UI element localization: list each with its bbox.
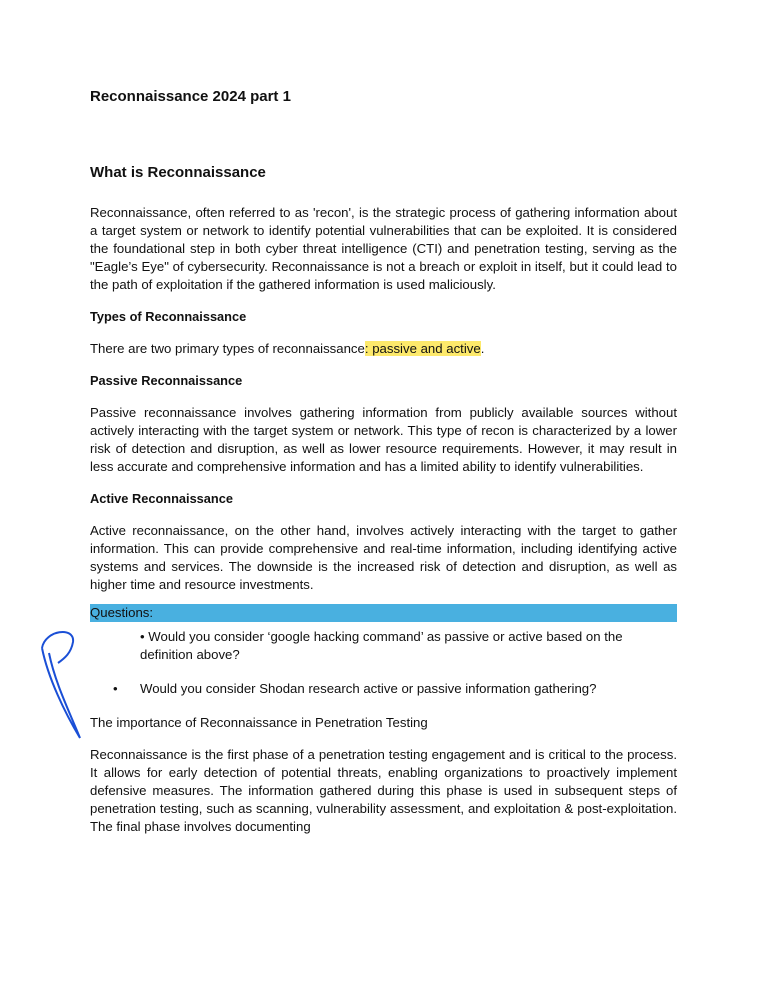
types-paragraph xyxy=(90,340,677,358)
section-heading: What is Reconnaissance xyxy=(90,164,266,181)
document-body xyxy=(90,0,677,836)
question-item: • Would you consider ‘google hacking command’ as passive or active based on the definition above? xyxy=(140,629,623,662)
types-period: . xyxy=(480,341,485,356)
question-row xyxy=(90,680,677,698)
passive-heading: Passive Reconnaissance xyxy=(90,373,243,388)
question-row xyxy=(90,628,677,664)
handwritten-ink-stroke-icon xyxy=(40,628,100,743)
document-title: Reconnaissance 2024 part 1 xyxy=(90,88,291,105)
highlighted-text: : passive and active xyxy=(364,341,481,356)
types-text: There are two primary types of reconnaissance xyxy=(90,341,365,356)
importance-paragraph: Reconnaissance is the first phase of a penetration testing engagement and is critical to the process. It allows for early detection of potential threats, enabling organizations to proactively implement defensive measures. The information gathered during this phase is used in subsequent steps of penetration testing, such as scanning, vulnerability assessment, and exploitation & post-exploitation. The final phase involves documenting xyxy=(90,747,677,834)
bullet-icon: • xyxy=(113,681,118,696)
importance-heading: The importance of Reconnaissance in Penetration Testing xyxy=(90,715,428,730)
intro-paragraph: Reconnaissance, often referred to as 'recon', is the strategic process of gathering information about a target system or network to identify potential vulnerabilities that can be exploited. It is considered the foundational step in both cyber threat intelligence (CTI) and penetration testing, serving as the "Eagle’s Eye" of cybersecurity. Reconnaissance is not a breach or exploit in itself, but it could lead to the path of exploitation if the gathered information is used maliciously. xyxy=(90,205,677,292)
active-paragraph: Active reconnaissance, on the other hand, involves actively interacting with the target to gather information. This can provide comprehensive and real-time information, including identifying active systems and services. The downside is the increased risk of detection and disruption, as well as higher time and resource investments. xyxy=(90,523,677,592)
active-heading: Active Reconnaissance xyxy=(90,491,233,506)
passive-paragraph: Passive reconnaissance involves gathering information from publicly available sources without actively interacting with the target system or network. This type of recon is characterized by a lower risk of detection and disruption, as well as lower resource requirements. However, it may result in less accurate and comprehensive information and has a limited ability to identify vulnerabilities. xyxy=(90,405,677,474)
types-heading: Types of Reconnaissance xyxy=(90,309,247,324)
question-item: Would you consider Shodan research active or passive information gathering? xyxy=(140,681,597,696)
questions-banner: Questions: xyxy=(90,604,677,622)
